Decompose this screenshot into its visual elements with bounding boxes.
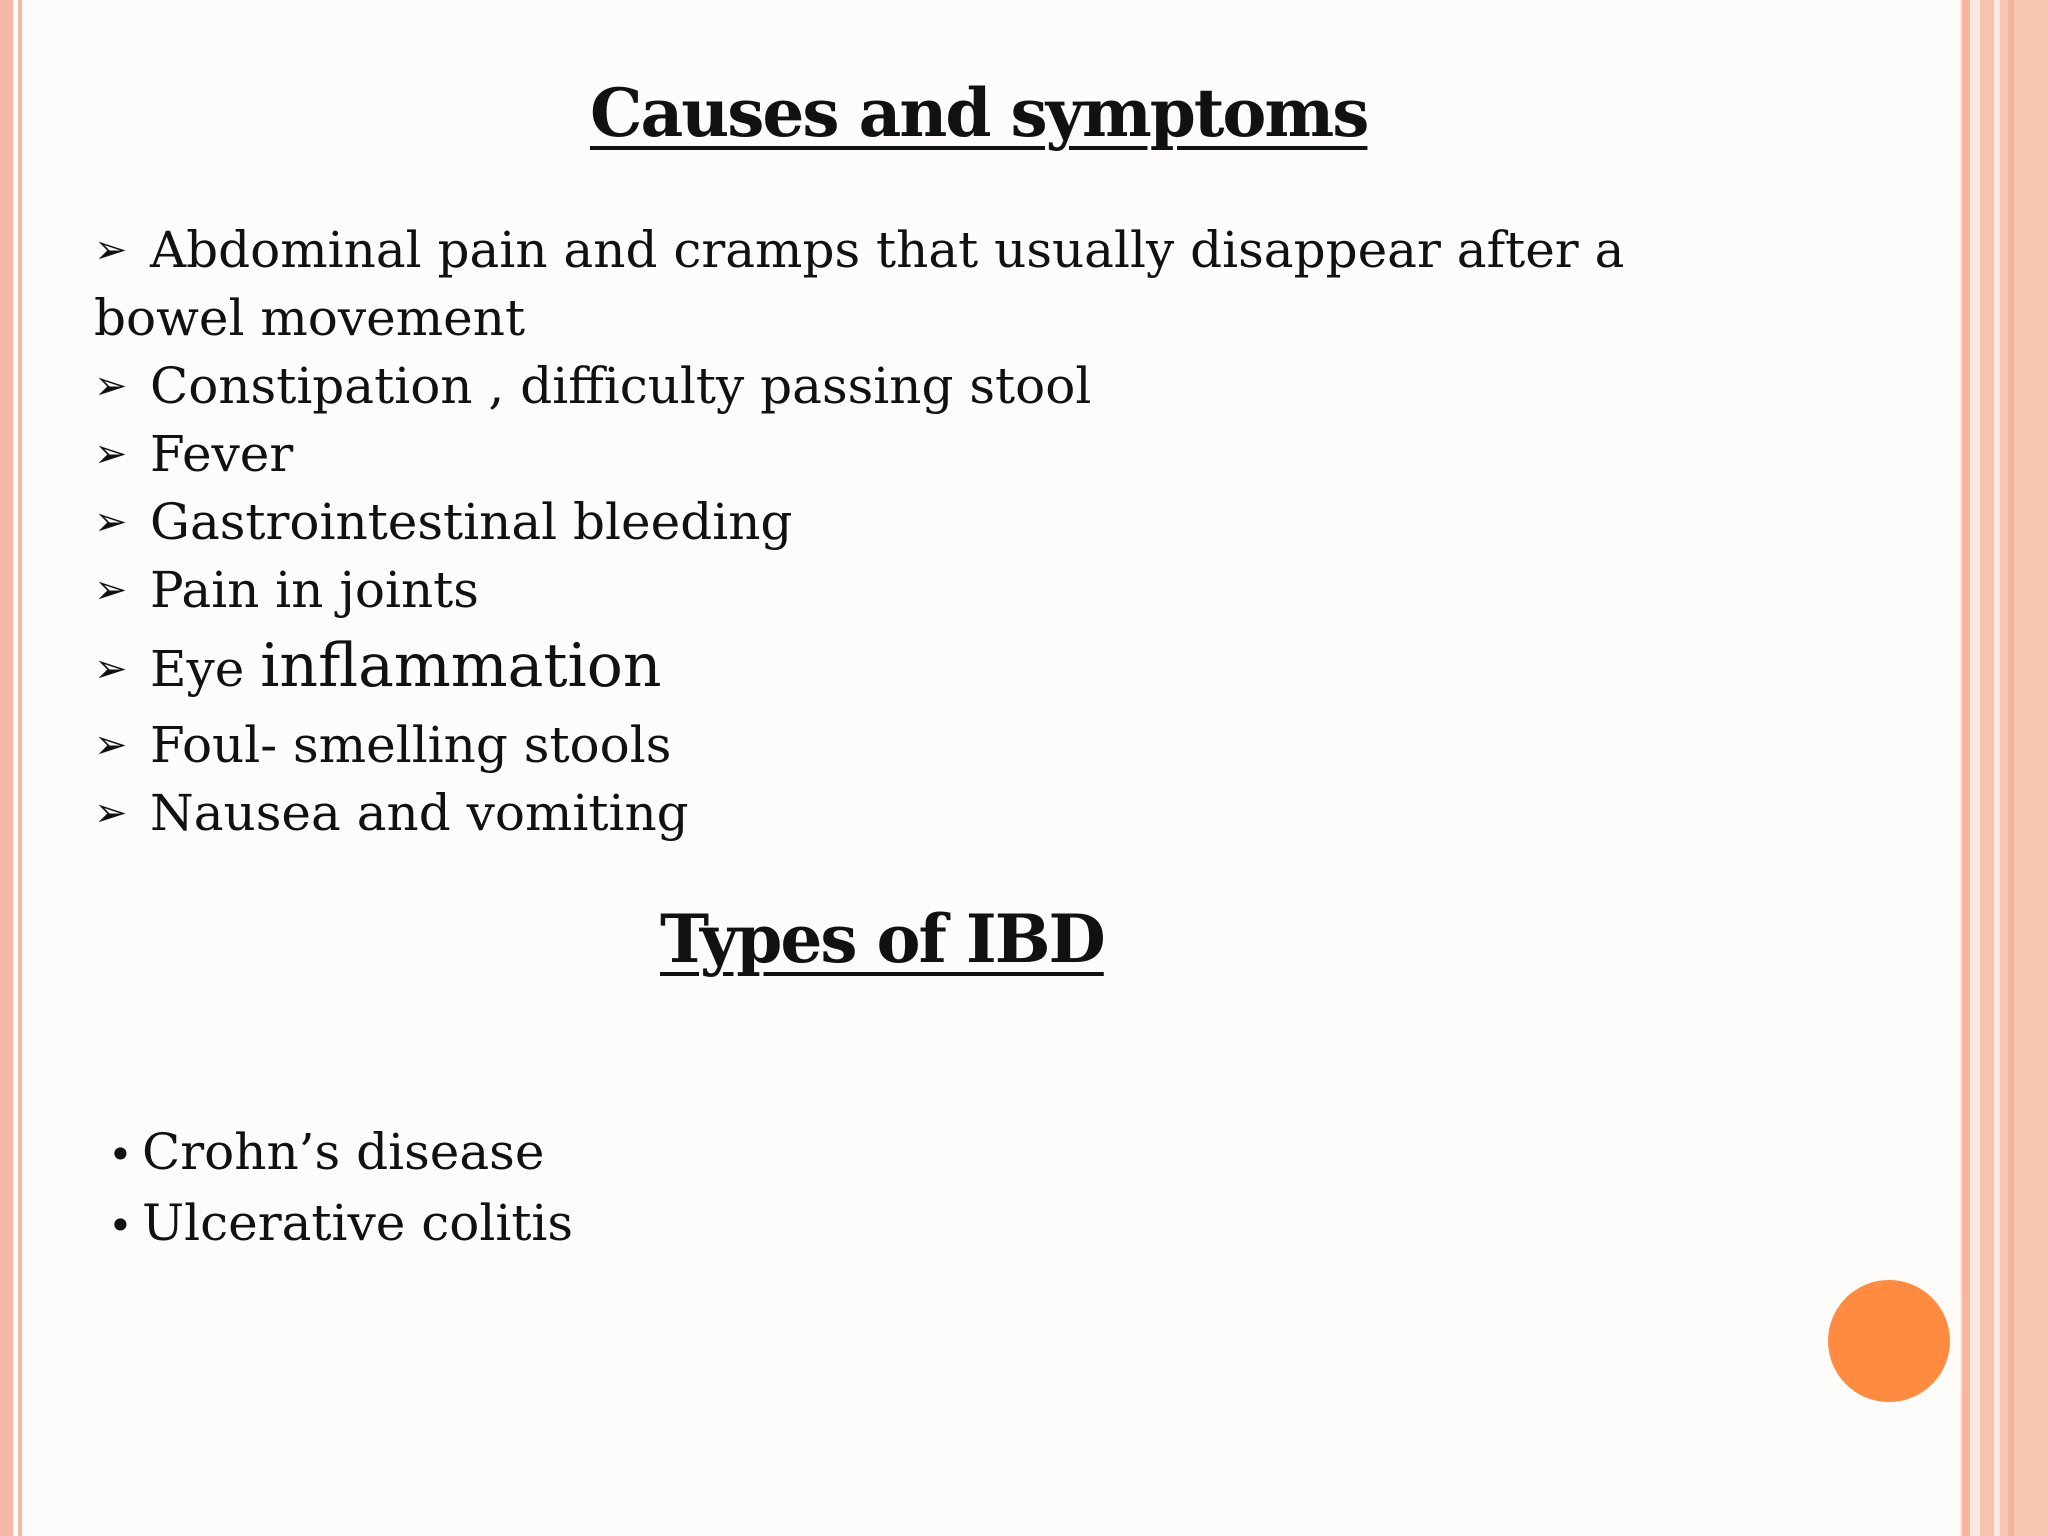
symptom-text: Constipation , difficulty passing stool bbox=[150, 357, 1092, 415]
list-item bbox=[94, 779, 1714, 847]
arrow-bullet-icon: ➢ bbox=[94, 722, 128, 768]
arrow-bullet-icon: ➢ bbox=[94, 790, 128, 836]
left-frame-line bbox=[18, 0, 22, 1536]
arrow-bullet-icon: ➢ bbox=[94, 431, 128, 477]
symptom-text-inflammation: inflammation bbox=[260, 631, 662, 701]
symptom-text: Abdominal pain and cramps that usually disappear after a bowel movement bbox=[94, 221, 1625, 347]
arrow-bullet-icon: ➢ bbox=[94, 227, 128, 273]
arrow-bullet-icon: ➢ bbox=[94, 567, 128, 613]
symptom-text: Gastrointestinal bleeding bbox=[150, 493, 793, 551]
left-frame-border bbox=[0, 0, 13, 1536]
list-item bbox=[108, 1118, 573, 1189]
ibd-types-list bbox=[108, 1118, 573, 1260]
list-item bbox=[94, 216, 1714, 352]
symptom-text: Foul- smelling stools bbox=[150, 716, 672, 774]
orange-circle-decoration bbox=[1828, 1280, 1950, 1402]
symptom-text-eye: Eye bbox=[150, 640, 261, 698]
type-text: Crohn’s disease bbox=[142, 1123, 545, 1181]
arrow-bullet-icon: ➢ bbox=[94, 499, 128, 545]
heading-causes-and-symptoms: Causes and symptoms bbox=[590, 74, 1368, 152]
arrow-bullet-icon: ➢ bbox=[94, 646, 128, 692]
arrow-bullet-icon: ➢ bbox=[94, 363, 128, 409]
symptoms-list bbox=[94, 216, 1714, 847]
list-item bbox=[94, 624, 1714, 711]
right-frame-line bbox=[1962, 0, 1970, 1536]
bullet-dot-icon: • bbox=[108, 1201, 133, 1250]
list-item bbox=[94, 420, 1714, 488]
list-item bbox=[94, 352, 1714, 420]
list-item bbox=[94, 556, 1714, 624]
right-frame-line bbox=[2008, 0, 2014, 1536]
symptom-text: Nausea and vomiting bbox=[150, 784, 689, 842]
list-item bbox=[94, 488, 1714, 556]
type-text: Ulcerative colitis bbox=[142, 1194, 574, 1252]
symptom-text: Fever bbox=[150, 425, 294, 483]
list-item bbox=[108, 1189, 573, 1260]
heading-types-of-ibd: Types of IBD bbox=[660, 900, 1104, 978]
bullet-dot-icon: • bbox=[108, 1130, 133, 1179]
symptom-text: Pain in joints bbox=[150, 561, 479, 619]
right-frame-line bbox=[1980, 0, 1994, 1536]
list-item bbox=[94, 711, 1714, 779]
